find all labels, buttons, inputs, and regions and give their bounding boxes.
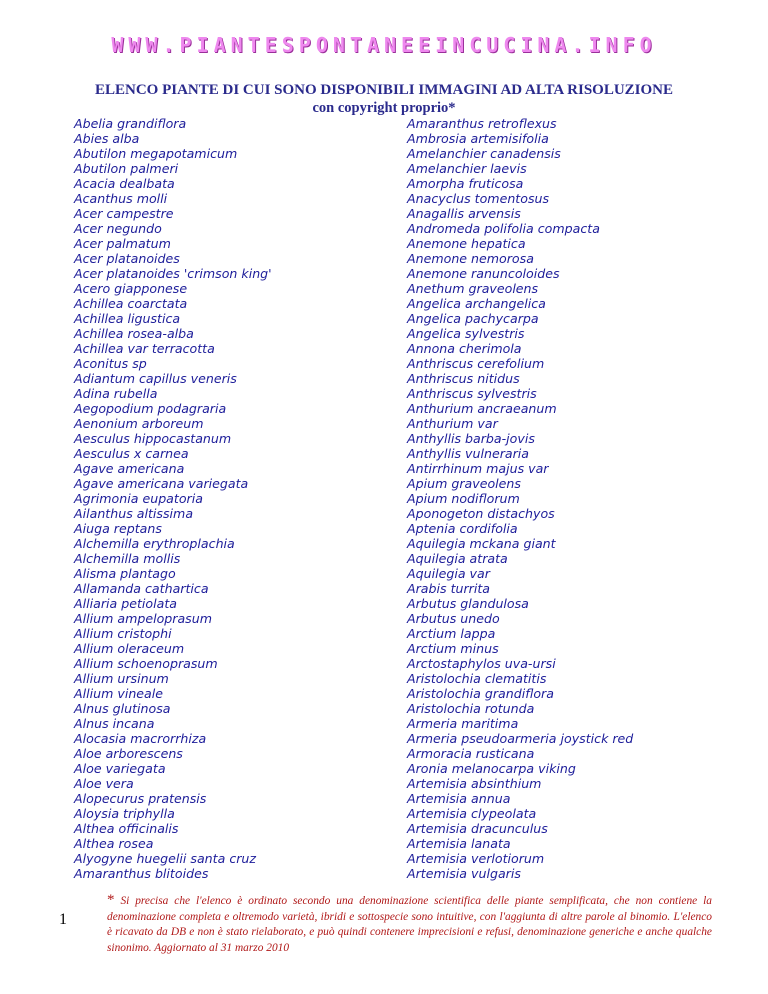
plant-item: Allium ampeloprasum [74, 611, 212, 626]
plant-item: Arbutus glandulosa [407, 596, 529, 611]
plant-item: Anthriscus sylvestris [407, 386, 537, 401]
plant-item: Anthurium ancraeanum [407, 401, 557, 416]
plant-item: Artemisia lanata [407, 836, 511, 851]
plant-item: Allium oleraceum [74, 641, 185, 656]
plant-item: Arctium minus [407, 641, 499, 656]
plant-item: Abutilon megapotamicum [74, 146, 238, 161]
plant-item: Angelica archangelica [407, 296, 546, 311]
plant-item: Alocasia macrorrhiza [74, 731, 207, 746]
plant-item: Artemisia vulgaris [407, 866, 521, 881]
plant-item: Amaranthus retroflexus [407, 116, 557, 131]
plant-item: Aristolochia rotunda [407, 701, 535, 716]
plant-item: Anthriscus nitidus [407, 371, 520, 386]
plant-item: Alisma plantago [74, 566, 176, 581]
plant-item: Artemisia clypeolata [407, 806, 537, 821]
plant-item: Amelanchier laevis [407, 161, 527, 176]
plant-item: Aloe arborescens [74, 746, 183, 761]
plant-item: Anthyllis barba-jovis [407, 431, 535, 446]
plant-list-right [407, 116, 633, 881]
plant-item: Amelanchier canadensis [407, 146, 561, 161]
plant-item: Aesculus hippocastanum [74, 431, 232, 446]
plant-item: Aconitus sp [74, 356, 147, 371]
plant-item: Amorpha fruticosa [407, 176, 524, 191]
plant-item: Allium vineale [74, 686, 164, 701]
plant-item: Alliaria petiolata [74, 596, 177, 611]
footnote-mark: * [107, 892, 115, 908]
document-subtitle: con copyright proprio* [312, 100, 456, 116]
plant-item: Acer platanoides 'crimson king' [74, 266, 272, 281]
plant-item: Arctium lappa [407, 626, 496, 641]
plant-item: Ailanthus altissima [74, 506, 194, 521]
plant-item: Annona cherimola [407, 341, 522, 356]
plant-item: Acer campestre [74, 206, 174, 221]
footnote [107, 893, 712, 956]
plant-item: Althea rosea [74, 836, 154, 851]
plant-list-left [74, 116, 272, 881]
plant-item: Aristolochia clematitis [407, 671, 547, 686]
plant-item: Aponogeton distachyos [407, 506, 555, 521]
document-title: ELENCO PIANTE DI CUI SONO DISPONIBILI IMMAGINI AD ALTA RISOLUZIONE [94, 82, 674, 98]
plant-item: Antirrhinum majus var [407, 461, 549, 476]
plant-item: Acacia dealbata [74, 176, 175, 191]
plant-item: Aloysia triphylla [74, 806, 175, 821]
plant-item: Althea officinalis [74, 821, 179, 836]
plant-item: Arabis turrita [407, 581, 490, 596]
plant-item: Artemisia annua [407, 791, 511, 806]
plant-item: Acer negundo [74, 221, 162, 236]
plant-item: Angelica pachycarpa [407, 311, 539, 326]
plant-item: Aptenia cordifolia [407, 521, 518, 536]
plant-item: Agave americana [74, 461, 185, 476]
plant-item: Allium schoenoprasum [74, 656, 218, 671]
plant-item: Aristolochia grandiflora [407, 686, 554, 701]
plant-item: Achillea rosea-alba [74, 326, 194, 341]
plant-item: Anagallis arvensis [407, 206, 521, 221]
plant-item: Agrimonia eupatoria [74, 491, 203, 506]
plant-item: Allium ursinum [74, 671, 169, 686]
plant-item: Aloe variegata [74, 761, 166, 776]
plant-item: Aquilegia mckana giant [407, 536, 556, 551]
plant-item: Alchemilla mollis [74, 551, 181, 566]
plant-item: Acanthus molli [74, 191, 168, 206]
plant-item: Alopecurus pratensis [74, 791, 207, 806]
plant-item: Anemone hepatica [407, 236, 526, 251]
plant-item: Aquilegia var [407, 566, 490, 581]
plant-item: Acero giapponese [74, 281, 188, 296]
plant-item: Alnus glutinosa [74, 701, 171, 716]
plant-item: Aenonium arboreum [74, 416, 204, 431]
plant-item: Anemone nemorosa [407, 251, 534, 266]
plant-item: Adiantum capillus veneris [74, 371, 237, 386]
plant-item: Artemisia absinthium [407, 776, 542, 791]
plant-item: Anthurium var [407, 416, 498, 431]
plant-item: Aesculus x carnea [74, 446, 189, 461]
plant-item: Andromeda polifolia compacta [407, 221, 600, 236]
plant-item: Acer palmatum [74, 236, 171, 251]
plant-item: Apium nodiflorum [407, 491, 520, 506]
plant-item: Aegopodium podagraria [74, 401, 227, 416]
plant-item: Abies alba [74, 131, 140, 146]
plant-item: Agave americana variegata [74, 476, 249, 491]
plant-item: Alchemilla erythroplachia [74, 536, 235, 551]
plant-item: Aiuga reptans [74, 521, 162, 536]
plant-item: Achillea ligustica [74, 311, 181, 326]
plant-item: Arctostaphylos uva-ursi [407, 656, 556, 671]
plant-item: Anethum graveolens [407, 281, 539, 296]
plant-item: Artemisia verlotiorum [407, 851, 545, 866]
plant-item: Armeria pseudoarmeria joystick red [407, 731, 634, 746]
plant-item: Anthriscus cerefolium [407, 356, 545, 371]
plant-item: Allium cristophi [74, 626, 172, 641]
site-header: WWW.PIANTESPONTANEEINCUCINA.INFO [111, 33, 657, 57]
plant-item: Allamanda cathartica [74, 581, 209, 596]
plant-item: Anthyllis vulneraria [407, 446, 529, 461]
plant-item: Adina rubella [74, 386, 158, 401]
plant-item: Aloe vera [74, 776, 134, 791]
plant-item: Abutilon palmeri [74, 161, 179, 176]
plant-item: Anemone ranuncoloides [407, 266, 560, 281]
plant-item: Alnus incana [74, 716, 155, 731]
plant-item: Artemisia dracunculus [407, 821, 548, 836]
plant-item: Acer platanoides [74, 251, 180, 266]
plant-item: Aronia melanocarpa viking [407, 761, 576, 776]
plant-item: Abelia grandiflora [74, 116, 187, 131]
page-number: 1 [59, 911, 67, 928]
plant-item: Anacyclus tomentosus [407, 191, 550, 206]
plant-item: Armeria maritima [407, 716, 519, 731]
plant-item: Aquilegia atrata [407, 551, 508, 566]
plant-item: Armoracia rusticana [407, 746, 535, 761]
plant-item: Apium graveolens [407, 476, 521, 491]
plant-item: Achillea var terracotta [74, 341, 215, 356]
plant-item: Angelica sylvestris [407, 326, 525, 341]
plant-item: Arbutus unedo [407, 611, 500, 626]
plant-item: Achillea coarctata [74, 296, 188, 311]
plant-item: Alyogyne huegelii santa cruz [74, 851, 257, 866]
footnote-text: Si precisa che l'elenco è ordinato secondo una denominazione scientifica delle piante semplificata, che non contiene la denominazione completa e oltremodo varietà, ibridi e sottospecie sono intuitive, con l'aggiunta di altre parole al binomio. L'elenco è ricavato da DB e non è stato rielaborato, e può quindi contenere imprecisioni e refusi, denominazione generiche e anche qualche sinonimo. Aggiornato al 31 marzo 2010 [107, 895, 712, 954]
plant-item: Amaranthus blitoides [74, 866, 209, 881]
plant-item: Ambrosia artemisifolia [407, 131, 549, 146]
